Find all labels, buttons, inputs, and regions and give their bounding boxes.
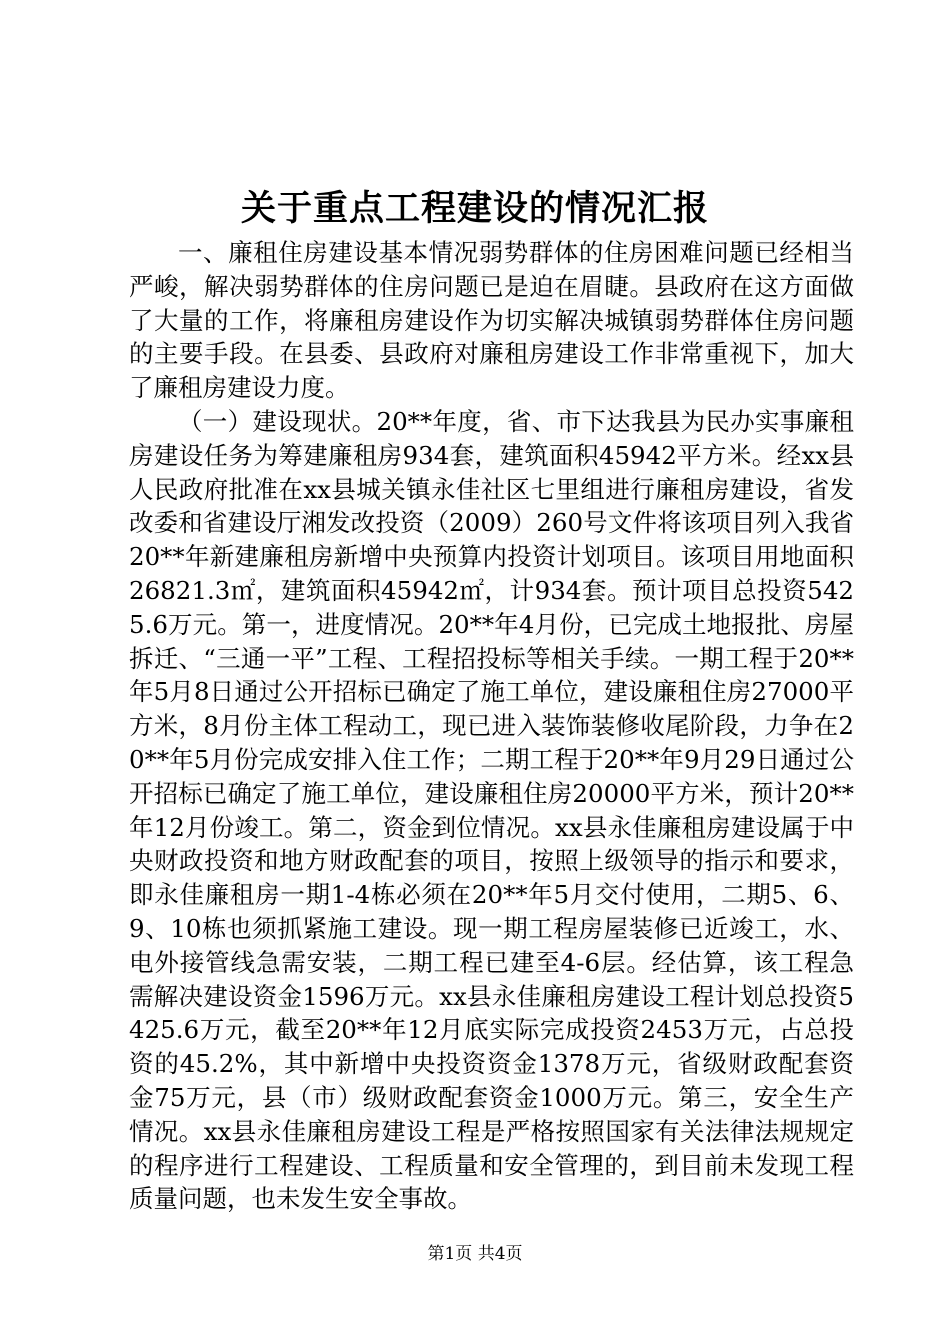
paragraph-2: （一）建设现状。20**年度，省、市下达我县为民办实事廉租房建设任务为筹建廉租房934套，建筑面积45942平方米。经xx县人民政府批准在xx县城关镇永佳社区七里组进行廉租房建设，省发改委和省建设厅湘发改投资（2009）260号文件将该项目列入我省20**年新建廉租房新增中央预算内投资计划项目。该项目用地面积26821.3㎡，建筑面积45942㎡，计934套。预计项目总投资5425.6万元。第一，进度情况。20**年4月份，已完成土地报批、房屋拆迁、“三通一平”工程、工程招投标等相关手续。一期工程于20**年5月8日通过公开招标已确定了施工单位，建设廉租住房27000平方米，8月份主体工程动工，现已进入装饰装修收尾阶段，力争在20**年5月份完成安排入住工作；二期工程于20**年9月29日通过公开招标已确定了施工单位，建设廉租住房20000平方米，预计20**年12月份竣工。第二，资金到位情况。xx县永佳廉租房建设属于中央财政投资和地方财政配套的项目，按照上级领导的指示和要求，即永佳廉租房一期1-4栋必须在20**年5月交付使用，二期5、6、9、10栋也须抓紧施工建设。现一期工程房屋装修已近竣工，水、电外接管线急需安装，二期工程已建至4-6层。经估算，该工程急需解决建设资金1596万元。xx县永佳廉租房建设工程计划总投资5425.6万元，截至20**年12月底实际完成投资2453万元，占总投资的45.2%，其中新增中央投资资金1378万元，省级财政配套资金75万元，县（市）级财政配套资金1000万元。第三，安全生产情况。xx县永佳廉租房建设工程是严格按照国家有关法律法规规定的程序进行工程建设、工程质量和安全管理的，到目前未发现工程质量问题，也未发生安全事故。 [129, 406, 854, 1214]
document-body [129, 236, 854, 1216]
page-number-footer: 第1页 共4页 [427, 1244, 523, 1264]
document-title: 关于重点工程建设的情况汇报 [240, 188, 709, 229]
paragraph-1: 一、廉租住房建设基本情况弱势群体的住房困难问题已经相当严峻，解决弱势群体的住房问题已是迫在眉睫。县政府在这方面做了大量的工作，将廉租房建设作为切实解决城镇弱势群体住房问题的主要手段。在县委、县政府对廉租房建设工作非常重视下，加大了廉租房建设力度。 [129, 238, 854, 403]
